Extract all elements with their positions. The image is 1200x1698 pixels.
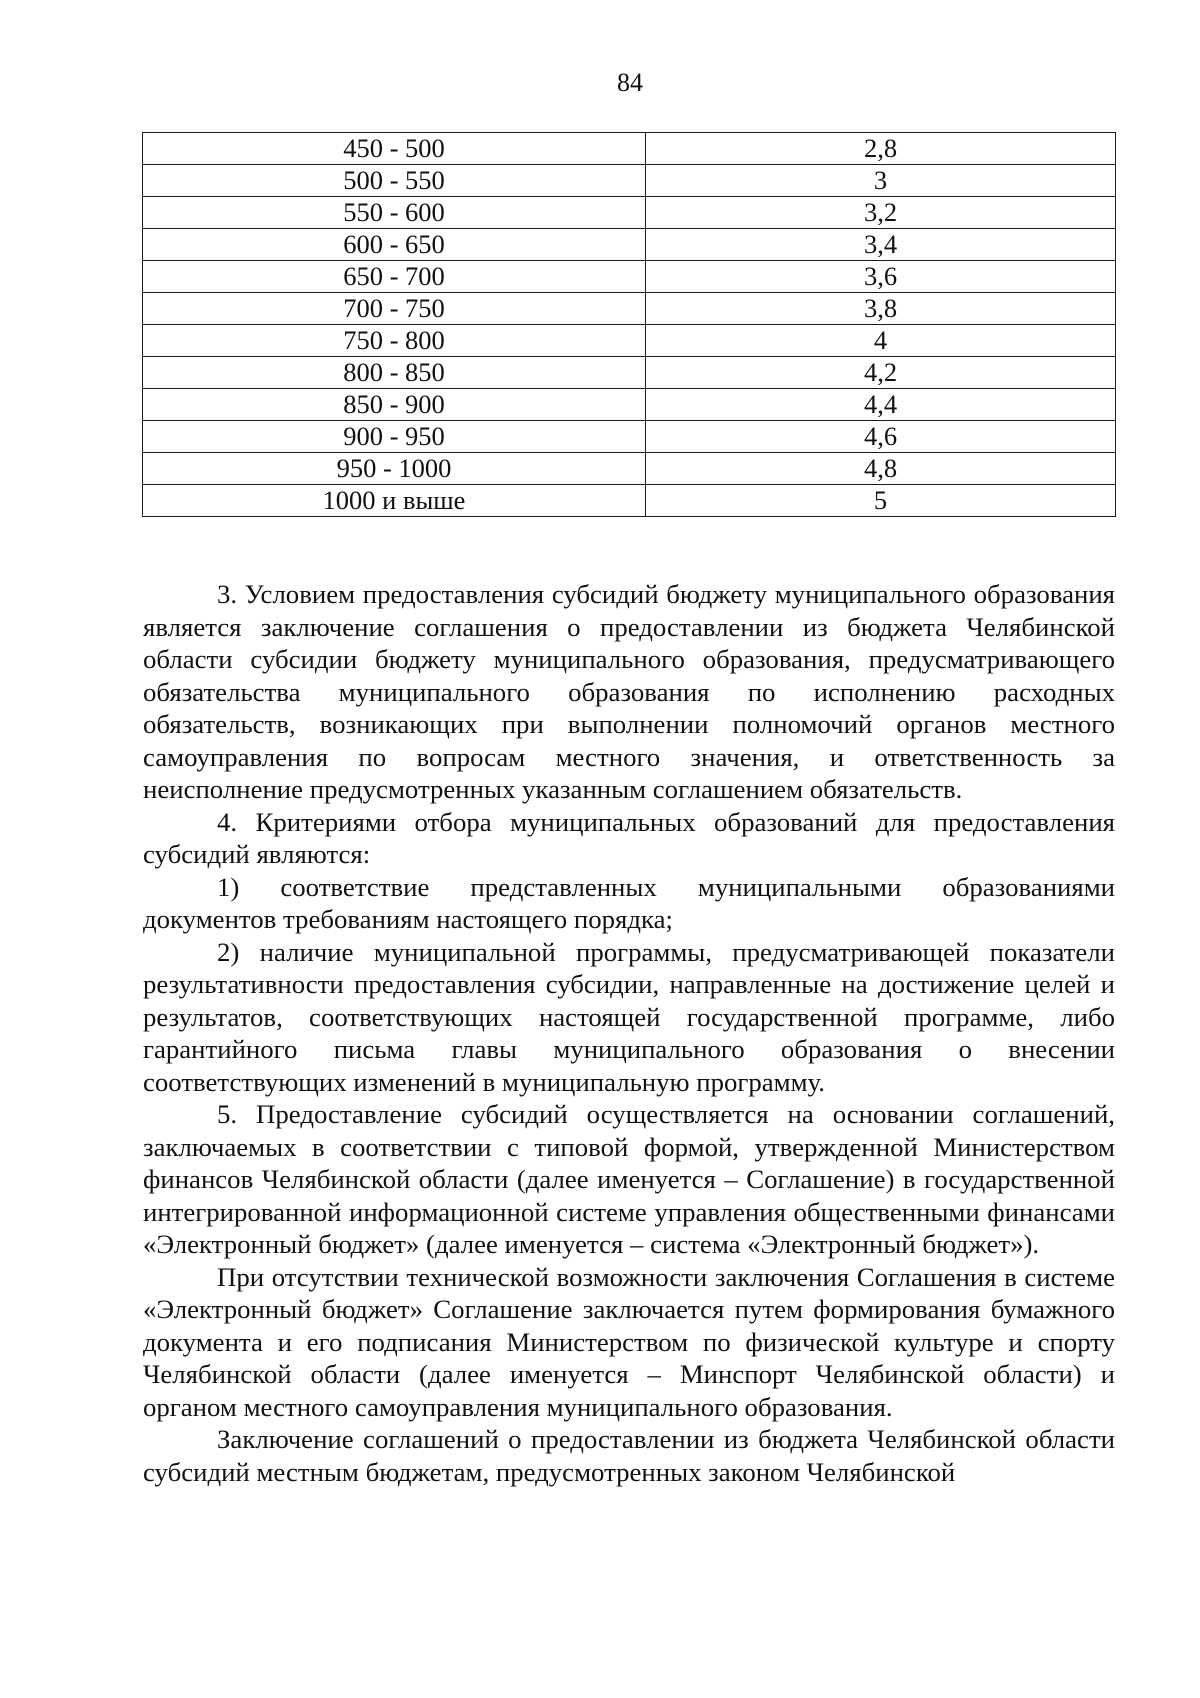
paragraph: 2) наличие муниципальной программы, предусматривающей показатели результативности предоставления субсидии, направленные на достижение целей и результатов, соответствующих настоящей государственной программе, либо гарантийного письма главы муниципального образования о внесении соответствующих изменений в муниципальную программу. [143,936,1115,1097]
range-cell: 700 - 750 [143,293,646,325]
paragraph: 5. Предоставление субсидий осуществляется на основании соглашений, заключаемых в соответствии с типовой формой, утвержденной Министерством финансов Челябинской области (далее именуется – Соглашение) в государственной интегрированной информационной системе управления общественными финансами «Электронный бюджет» (далее именуется – система «Электронный бюджет»). [143,1099,1115,1259]
table-row [143,421,1116,453]
paragraph: 1) соответствие представленных муниципальными образованиями документов требованиям настоящего порядка; [143,871,1115,934]
table-row [143,325,1116,357]
table-row [143,165,1116,197]
coefficient-cell: 4,6 [646,421,1116,453]
paragraph: 4. Критериями отбора муниципальных образований для предоставления субсидий являются: [143,806,1115,869]
paragraph: Заключение соглашений о предоставлении из бюджета Челябинской области субсидий местным бюджетам, предусмотренных законом Челябинской [143,1424,1115,1487]
coefficient-table [142,132,1116,517]
table-row [143,485,1116,517]
range-cell: 900 - 950 [143,421,646,453]
coefficient-cell: 4,4 [646,389,1116,421]
table-row [143,133,1116,165]
coefficient-cell: 3,8 [646,293,1116,325]
range-cell: 800 - 850 [143,357,646,389]
paragraph: При отсутствии технической возможности заключения Соглашения в системе «Электронный бюджет» Соглашение заключается путем формирования бумажного документа и его подписания Министерством по физической культуре и спорту Челябинской области (далее именуется – Минспорт Челябинской области) и органом местного самоуправления муниципального образования. [143,1261,1115,1422]
table-row [143,229,1116,261]
document-body [143,578,1115,1488]
range-cell: 600 - 650 [143,229,646,261]
coefficient-cell: 5 [646,485,1116,517]
range-cell: 950 - 1000 [143,453,646,485]
range-cell: 550 - 600 [143,197,646,229]
range-cell: 650 - 700 [143,261,646,293]
page-number: 84 [617,68,643,97]
paragraph: 3. Условием предоставления субсидий бюджету муниципального образования является заключение соглашения о предоставлении из бюджета Челябинской области субсидии бюджету муниципального образования, предусматривающего обязательства муниципального образования по исполнению расходных обязательств, возникающих при выполнении полномочий органов местного самоуправления по вопросам местного значения, и ответственность за неисполнение предусмотренных указанным соглашением обязательств. [143,579,1115,804]
table-row [143,197,1116,229]
table-row [143,389,1116,421]
coefficient-cell: 3 [646,165,1116,197]
coefficient-cell: 2,8 [646,133,1116,165]
table-row [143,293,1116,325]
coefficient-cell: 4,8 [646,453,1116,485]
coefficient-cell: 3,4 [646,229,1116,261]
coefficient-cell: 3,6 [646,261,1116,293]
range-cell: 450 - 500 [143,133,646,165]
table-row [143,453,1116,485]
range-cell: 850 - 900 [143,389,646,421]
coefficient-cell: 4 [646,325,1116,357]
range-cell: 1000 и выше [143,485,646,517]
coefficient-cell: 3,2 [646,197,1116,229]
range-cell: 500 - 550 [143,165,646,197]
coefficient-cell: 4,2 [646,357,1116,389]
table-row [143,261,1116,293]
range-cell: 750 - 800 [143,325,646,357]
table-row [143,357,1116,389]
